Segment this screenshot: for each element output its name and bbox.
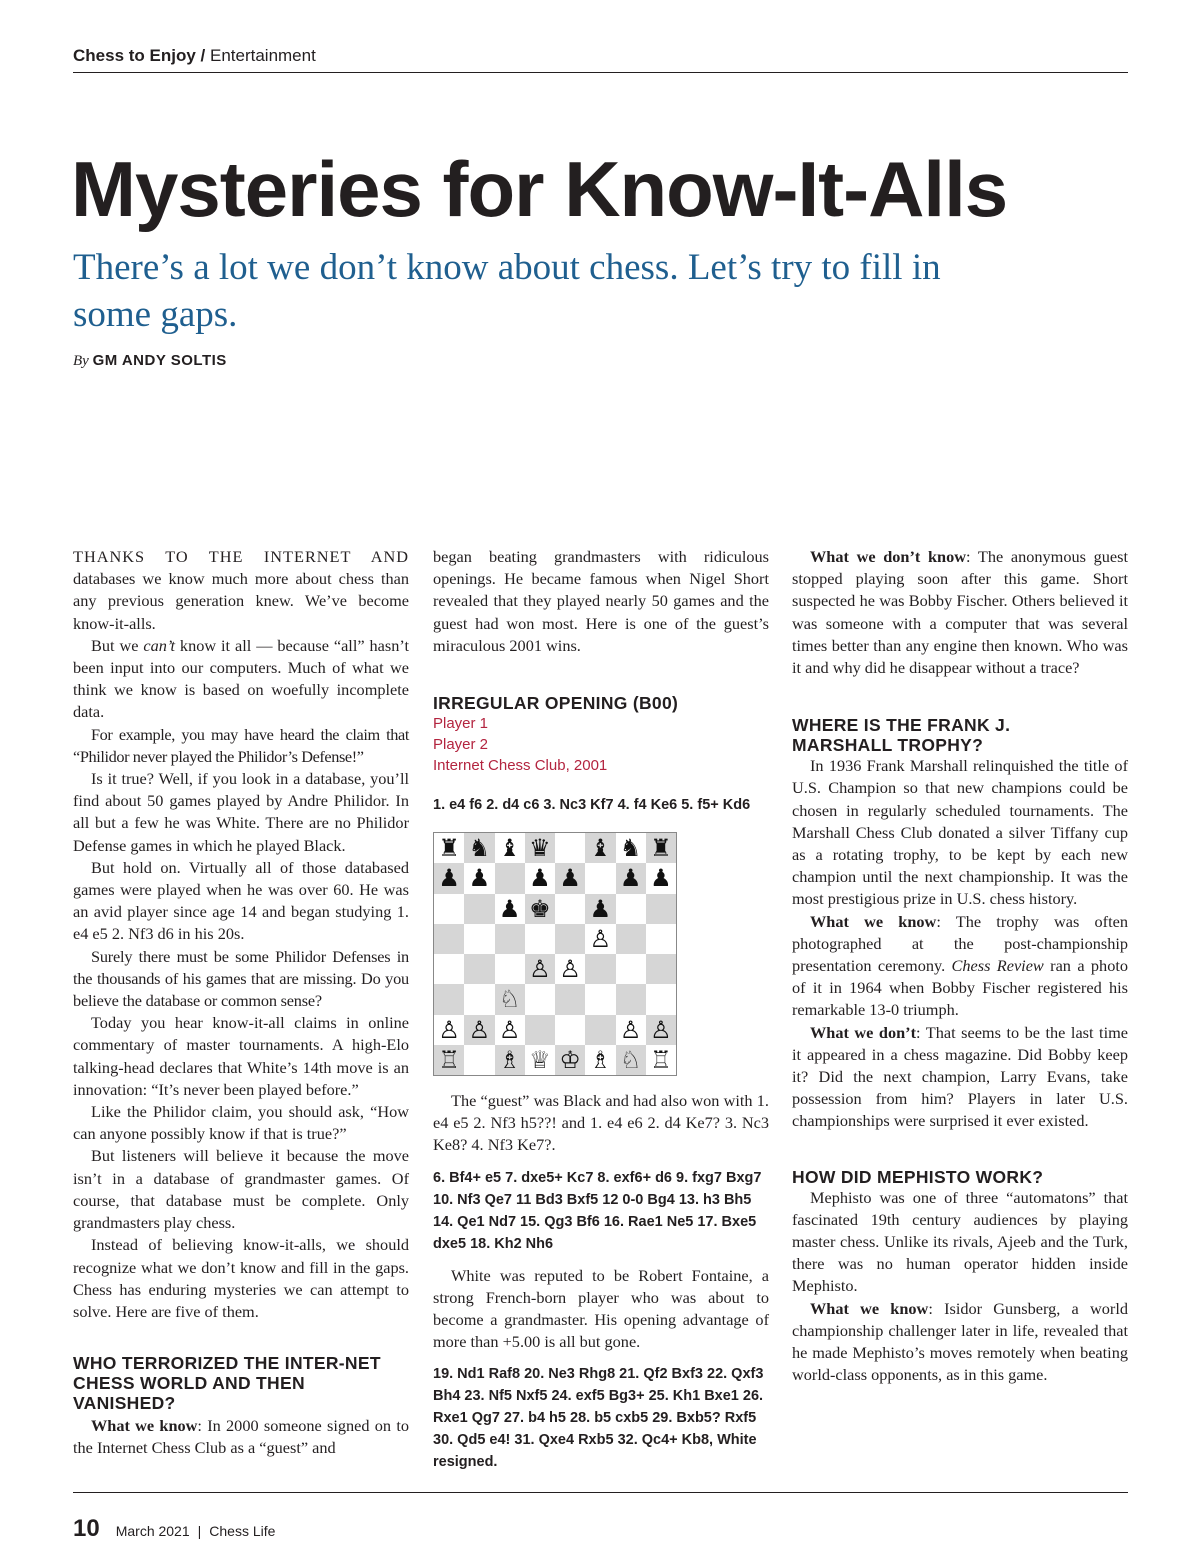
column-3 — [792, 546, 1128, 1387]
chess-piece-icon: ♛ — [529, 834, 551, 863]
chess-piece-icon: ♙ — [650, 1015, 672, 1044]
board-square — [434, 954, 464, 984]
chess-piece-icon: ♟ — [619, 864, 642, 893]
board-square — [434, 984, 464, 1014]
chess-piece-icon: ♘ — [619, 1045, 642, 1074]
magazine-name: Chess Life — [209, 1523, 276, 1539]
board-square — [616, 984, 646, 1014]
column-2 — [433, 546, 769, 1473]
author-name: GM ANDY SOLTIS — [92, 352, 227, 369]
board-square — [646, 1045, 676, 1075]
paragraph: Instead of believing know-it-alls, we should recognize what we don’t know and fill in the gaps. Chess has enduring mysteries we can attempt to solve. Here are five of them. — [73, 1235, 409, 1321]
board-square — [585, 1045, 615, 1075]
board-square — [434, 1015, 464, 1045]
board-square — [585, 863, 615, 893]
page-subtitle: There’s a lot we don’t know about chess. Let’s try to fill in some gaps. — [73, 247, 941, 335]
column-1 — [73, 546, 409, 1460]
board-square — [585, 1015, 615, 1045]
board-square — [555, 894, 585, 924]
board-square — [555, 924, 585, 954]
black-player: Player 2 — [433, 736, 489, 754]
board-square — [585, 924, 615, 954]
chess-piece-icon: ♙ — [438, 1015, 460, 1044]
chess-piece-icon: ♗ — [498, 1045, 521, 1074]
board-square — [495, 954, 525, 984]
board-square — [646, 984, 676, 1014]
footer-separator: | — [197, 1523, 202, 1539]
chess-piece-icon: ♙ — [589, 924, 612, 953]
chess-piece-icon: ♙ — [468, 1015, 491, 1044]
game-heading: IRREGULAR OPENING (B00) — [433, 693, 679, 714]
page-title: Mysteries for Know-It-Alls — [71, 145, 1008, 233]
paragraph: What we don’t: That seems to be the last time it appeared in a chess magazine. Did Bobby keep it? Did the next champion, Larry Evans, take possession from him? Players in later U.S. championships were surprised it ever existed. — [792, 1022, 1128, 1131]
board-square — [585, 894, 615, 924]
board-square — [464, 984, 494, 1014]
board-square — [616, 1015, 646, 1045]
running-header — [73, 46, 1128, 73]
board-square — [434, 833, 464, 863]
paragraph: But hold on. Virtually all of those databased games were played when he was over 60. He was an avid player since age 14 and began studying 1. e4 e5 2. Nf3 d6 in his 20s. — [73, 857, 409, 944]
board-square — [616, 954, 646, 984]
chess-piece-icon: ♙ — [619, 1015, 642, 1044]
board-square — [464, 954, 494, 984]
chess-piece-icon: ♖ — [438, 1045, 460, 1074]
board-square — [525, 1015, 555, 1045]
board-square — [555, 954, 585, 984]
chess-piece-icon: ♚ — [529, 894, 551, 923]
paragraph: But we can’t know it all — because “all” hasn’t been input into our computers. Much of what we think we know is based on woefully incomplete data. — [73, 635, 409, 722]
board-square — [495, 894, 525, 924]
board-square — [495, 863, 525, 893]
board-square — [495, 924, 525, 954]
paragraph: What we know: Isidor Gunsberg, a world championship challenger later in life, revealed that he made Mephisto’s moves remotely when beating world-class opponents, as in this game. — [792, 1298, 1128, 1385]
paragraph: White was reputed to be Robert Fontaine, a strong French-born player who was about to become a grandmaster. His opening advantage of more than +5.00 is all but gone. — [433, 1265, 769, 1352]
board-square — [646, 1015, 676, 1045]
board-square — [555, 984, 585, 1014]
board-square — [525, 1045, 555, 1075]
white-player: Player 1 — [433, 715, 489, 733]
chess-piece-icon: ♔ — [559, 1045, 581, 1074]
section-heading: HOW DID MEPHISTO WORK? — [792, 1166, 1044, 1187]
board-square — [464, 863, 494, 893]
paragraph: Is it true? Well, if you look in a database, you’ll find about 50 games played by Andre Philidor. In all but a few he was White. There are no Philidor Defense games in which he played Black. — [73, 769, 409, 855]
board-square — [585, 984, 615, 1014]
chess-piece-icon: ♟ — [498, 894, 521, 923]
board-square — [616, 1045, 646, 1075]
board-square — [555, 1015, 585, 1045]
board-square — [525, 924, 555, 954]
paragraph: But listeners will believe it because the move isn’t in a database of grandmaster games. Of course, that database must be complete. Only grandmasters play chess. — [73, 1146, 409, 1233]
chess-piece-icon: ♟ — [438, 864, 460, 893]
paragraph: Like the Philidor claim, you should ask, “How can anyone possibly know if that is true?” — [73, 1102, 409, 1144]
chess-piece-icon: ♗ — [589, 1045, 612, 1074]
game-moves: 19. Nd1 Raf8 20. Ne3 Rhg8 21. Qf2 Bxf3 22. Qxf3 Bh4 23. Nf5 Nxf5 24. exf5 Bg3+ 25. Kh1 Bxe1 26. Rxe1 Qg7 27. b4 h5 28. b5 cxb5 29. Bxb5? Rxf5 30. Qd5 e4! 31. Qxe4 Rxb5 32. Qc4+ Kb8, White resigned. — [433, 1366, 764, 1471]
board-square — [646, 833, 676, 863]
page-number: 10 — [73, 1515, 100, 1542]
board-square — [495, 984, 525, 1014]
board-square — [525, 894, 555, 924]
game-moves: 1. e4 f6 2. d4 c6 3. Nc3 Kf7 4. f4 Ke6 5. f5+ Kd6 — [433, 797, 751, 814]
paragraph: What we don’t know: The anonymous guest stopped playing soon after this game. Short suspected he was Bobby Fischer. Others believed it was someone with a computer that was several times better than any engine then known. Who was it and why did he disappear without a trace? — [792, 547, 1128, 678]
board-square — [464, 1015, 494, 1045]
board-square — [585, 954, 615, 984]
chess-piece-icon: ♙ — [529, 955, 551, 984]
chess-piece-icon: ♟ — [529, 864, 551, 893]
paragraph: The “guest” was Black and had also won with 1. e4 e5 2. Nf3 h5??! and 1. e4 e6 2. d4 Ke7? 3. Nc3 Ke8? 4. Nf3 Ke7?. — [433, 1091, 769, 1155]
chess-piece-icon: ♖ — [650, 1045, 672, 1074]
paragraph: For example, you may have heard the claim that “Philidor never played the Philidor’s Defense!” — [73, 724, 409, 766]
board-square — [464, 1045, 494, 1075]
paragraph: THANKS TO THE INTERNET AND databases we know much more about chess than any previous generation knew. We’ve become know-it-alls. — [73, 547, 409, 633]
board-square — [585, 833, 615, 863]
paragraph: Mephisto was one of three “automatons” that fascinated 19th century audiences by playing master chess. Unlike its rivals, Ajeeb and the Turk, there was no human operator hidden inside Mephisto. — [792, 1187, 1128, 1296]
chess-piece-icon: ♜ — [438, 834, 460, 863]
paragraph: In 1936 Frank Marshall relinquished the title of U.S. Champion so that new champions could be chosen in regularly scheduled tournaments. The Marshall Chess Club donated a silver Tiffany cup as a rotating trophy, to be kept by each new champion until the next championship. It was the most prestigious prize in U.S. chess history. — [792, 756, 1128, 909]
board-square — [616, 924, 646, 954]
board-square — [495, 1015, 525, 1045]
chess-piece-icon: ♟ — [589, 894, 612, 923]
paragraph: Today you hear know-it-all claims in online commentary of master tournaments. A high-Elo talking-head declares that White’s 14th move is an innovation: “It’s never been played before.” — [73, 1013, 409, 1099]
board-square — [464, 894, 494, 924]
chess-piece-icon: ♕ — [529, 1045, 551, 1074]
chess-piece-icon: ♝ — [498, 834, 521, 863]
board-square — [495, 1045, 525, 1075]
board-square — [555, 833, 585, 863]
page-footer — [73, 1515, 275, 1543]
paragraph: began beating grandmasters with ridiculous openings. He became famous when Nigel Short revealed that they played nearly 50 games and the guest had won most. Here is one of the guest’s miraculous 2001 wins. — [433, 547, 769, 655]
section-heading: WHO TERRORIZED THE INTER-NET CHESS WORLD AND THEN VANISHED? — [73, 1353, 381, 1414]
chess-piece-icon: ♜ — [650, 834, 672, 863]
board-square — [646, 924, 676, 954]
chess-diagram — [433, 832, 677, 1076]
board-square — [464, 924, 494, 954]
board-square — [555, 863, 585, 893]
paragraph: What we know: In 2000 someone signed on to the Internet Chess Club as a “guest” and — [73, 1416, 409, 1458]
paragraph: What we know: The trophy was often photographed at the post-championship presentation ceremony. Chess Review ran a photo of it in 1964 when Bobby Fischer registered his remarkable 13-0 triumph. — [792, 911, 1128, 1020]
board-square — [525, 833, 555, 863]
board-square — [616, 863, 646, 893]
category-label: Entertainment — [209, 46, 316, 65]
board-square — [525, 863, 555, 893]
footer-divider — [73, 1492, 1128, 1493]
board-square — [434, 924, 464, 954]
board-square — [616, 894, 646, 924]
chess-piece-icon: ♟ — [650, 864, 672, 893]
board-square — [495, 833, 525, 863]
board-square — [434, 1045, 464, 1075]
chess-piece-icon: ♟ — [559, 864, 581, 893]
chess-piece-icon: ♝ — [589, 834, 612, 863]
byline — [73, 352, 227, 370]
section-label: Chess to Enjoy — [73, 46, 196, 65]
chess-piece-icon: ♞ — [619, 834, 642, 863]
section-heading: WHERE IS THE FRANK J. MARSHALL TROPHY? — [792, 715, 1011, 756]
chess-piece-icon: ♘ — [498, 985, 521, 1014]
board-square — [525, 984, 555, 1014]
board-square — [434, 894, 464, 924]
board-square — [616, 833, 646, 863]
issue-date: March 2021 — [115, 1523, 190, 1539]
game-event: Internet Chess Club, 2001 — [433, 757, 608, 775]
byline-prefix: By — [73, 353, 89, 369]
board-square — [646, 894, 676, 924]
chess-piece-icon: ♙ — [559, 955, 581, 984]
board-square — [646, 954, 676, 984]
board-square — [464, 833, 494, 863]
board-square — [646, 863, 676, 893]
board-square — [555, 1045, 585, 1075]
chess-piece-icon: ♙ — [498, 1015, 521, 1044]
header-separator: / — [195, 46, 210, 65]
paragraph: Surely there must be some Philidor Defenses in the thousands of his games that are missing. Do you believe the database or common sense? — [73, 946, 409, 1011]
game-moves: 6. Bf4+ e5 7. dxe5+ Kc7 8. exf6+ d6 9. fxg7 Bxg7 10. Nf3 Qe7 11 Bd3 Bxf5 12 0-0 Bg4 13. h3 Bh5 14. Qe1 Nd7 15. Qg3 Bf6 16. Rae1 Ne5 17. Bxe5 dxe5 18. Kh2 Nh6 — [433, 1169, 762, 1252]
chess-piece-icon: ♟ — [468, 864, 491, 893]
chess-piece-icon: ♞ — [468, 834, 491, 863]
board-square — [525, 954, 555, 984]
board-square — [434, 863, 464, 893]
